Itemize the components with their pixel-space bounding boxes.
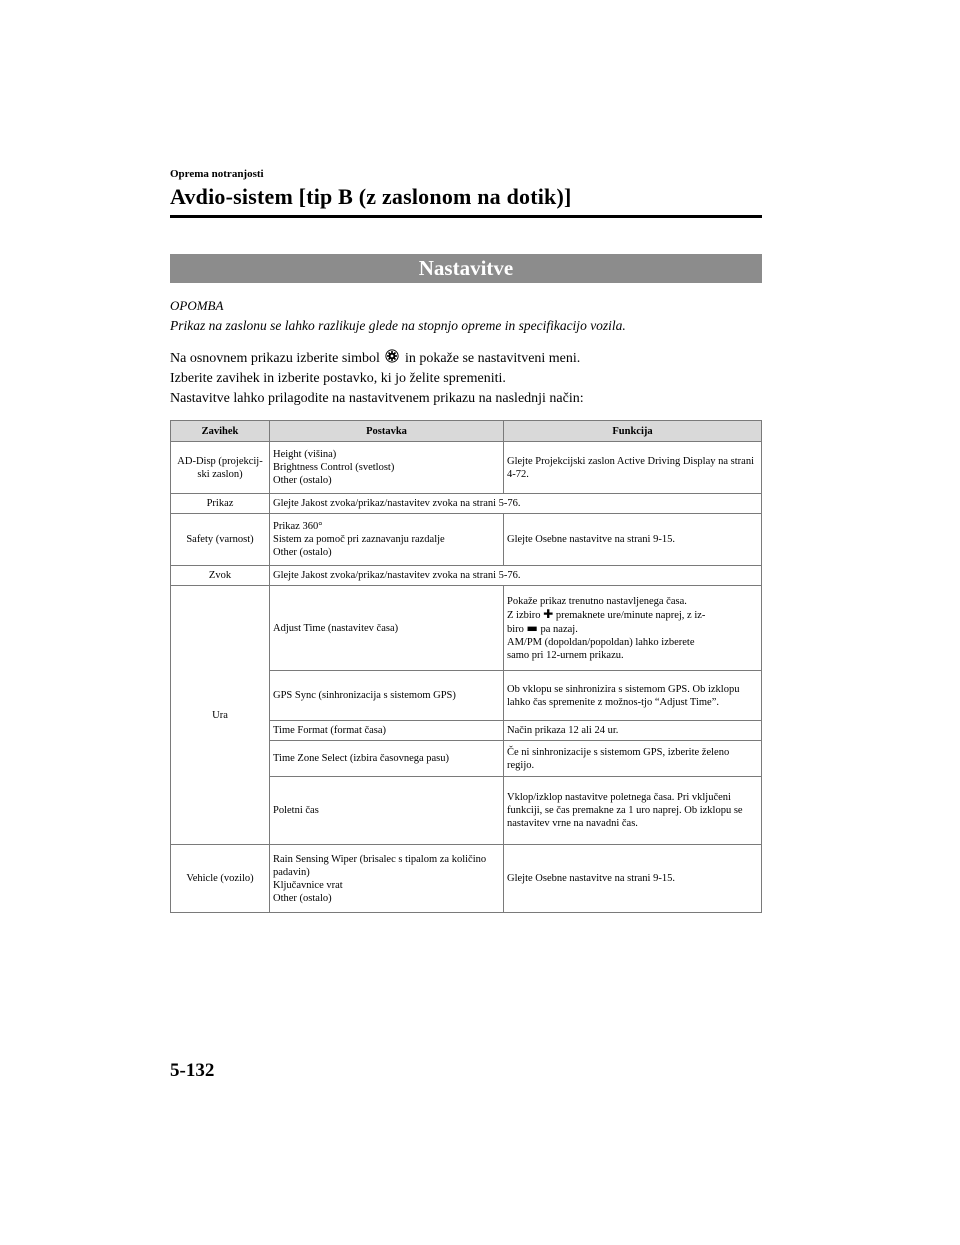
intro-line-2: Izberite zavihek in izberite postavko, ki jo želite spremeniti. (170, 371, 506, 386)
column-header: Funkcija (504, 421, 762, 442)
item-line: Ključavnice vrat (273, 879, 343, 891)
item-cell: Adjust Time (nastavitev časa) (270, 586, 504, 671)
minus-icon: ▬ (526, 620, 538, 635)
item-line: Prikaz 360° (273, 521, 323, 532)
function-line (507, 622, 758, 636)
tab-cell: Prikaz (171, 494, 270, 514)
function-fragment: premaknete ure/minute naprej, z iz- (555, 609, 706, 621)
item-cell: Time Zone Select (izbira časovnega pasu) (270, 741, 504, 777)
function-fragment: biro (507, 623, 524, 635)
intro-line-1 (170, 349, 584, 369)
item-cell: Poletni čas (270, 777, 504, 845)
function-line: Pokaže prikaz trenutno nastavljenega časa. (507, 595, 687, 607)
table-header-row (171, 421, 762, 442)
page-title: Avdio-sistem [tip B (z zaslonom na dotik)] (170, 184, 572, 209)
item-line: Other (ostalo) (273, 475, 332, 486)
item-cell: Time Format (format časa) (270, 721, 504, 741)
gear-icon (385, 349, 399, 363)
table-row (171, 566, 762, 586)
item-line: Brightness Control (svetlost) (273, 462, 395, 473)
item-line: Height (višina) (273, 449, 337, 460)
function-cell: Glejte Osebne nastavitve na strani 9-15. (504, 514, 762, 566)
function-fragment: pa nazaj. (540, 623, 578, 635)
item-line: Other (ostalo) (273, 892, 332, 904)
note-text: Prikaz na zaslonu se lahko razlikuje glede na stopnjo opreme in specifikacijo vozila. (170, 318, 626, 333)
tab-cell: Zvok (171, 566, 270, 586)
function-cell: Vklop/izklop nastavitve poletnega časa. Pri vključeni funkciji, se čas premakne za 1 uro naprej. Ob izklopu se nastavitev vrne na navadni čas. (504, 777, 762, 845)
table-row (171, 586, 762, 671)
function-cell: Ob vklopu se sinhronizira s sistemom GPS. Ob izklopu lahko čas spremenite z možnos-tjo “Adjust Time”. (504, 671, 762, 721)
function-line: samo pri 12-urnem prikazu. (507, 649, 624, 661)
table-row (171, 514, 762, 566)
function-cell: Glejte Osebne nastavitve na strani 9-15. (504, 845, 762, 913)
item-cell (270, 514, 504, 566)
merged-cell: Glejte Jakost zvoka/prikaz/nastavitev zvoka na strani 5-76. (270, 494, 762, 514)
function-cell: Način prikaza 12 ali 24 ur. (504, 721, 762, 741)
tab-cell: Safety (varnost) (171, 514, 270, 566)
intro-line-1-end: in pokaže se nastavitveni meni. (404, 351, 581, 366)
item-cell (270, 442, 504, 494)
settings-table (170, 420, 762, 913)
table-row (171, 442, 762, 494)
item-cell: GPS Sync (sinhronizacija s sistemom GPS) (270, 671, 504, 721)
item-cell (270, 845, 504, 913)
merged-cell: Glejte Jakost zvoka/prikaz/nastavitev zvoka na strani 5-76. (270, 566, 762, 586)
section-label: Oprema notranjosti (170, 168, 264, 180)
table-row (171, 845, 762, 913)
tab-cell: Ura (171, 586, 270, 845)
tab-cell: AD-Disp (projekcij-ski zaslon) (171, 442, 270, 494)
column-header: Zavihek (171, 421, 270, 442)
intro-line-3: Nastavitve lahko prilagodite na nastavitvenem prikazu na naslednji način: (170, 391, 584, 406)
intro-text (170, 349, 584, 409)
function-cell: Če ni sinhronizacije s sistemom GPS, izberite želeno regijo. (504, 741, 762, 777)
function-line (507, 608, 758, 622)
title-divider (170, 215, 762, 218)
function-cell (504, 586, 762, 671)
tab-cell: Vehicle (vozilo) (171, 845, 270, 913)
plus-icon: ✚ (543, 606, 554, 621)
function-cell: Glejte Projekcijski zaslon Active Driving Display na strani 4-72. (504, 442, 762, 494)
item-line: Sistem za pomoč pri zaznavanju razdalje (273, 534, 445, 545)
item-line: Other (ostalo) (273, 547, 332, 558)
intro-line-1-start: Na osnovnem prikazu izberite simbol (170, 351, 380, 366)
note-heading: OPOMBA (170, 298, 224, 313)
item-line: Rain Sensing Wiper (brisalec s tipalom za količino padavin) (273, 853, 487, 878)
section-banner: Nastavitve (170, 254, 762, 283)
table-row (171, 494, 762, 514)
page-number: 5-132 (170, 1060, 215, 1081)
function-fragment: Z izbiro (507, 609, 541, 621)
column-header: Postavka (270, 421, 504, 442)
function-line: AM/PM (dopoldan/popoldan) lahko izberete (507, 636, 695, 648)
